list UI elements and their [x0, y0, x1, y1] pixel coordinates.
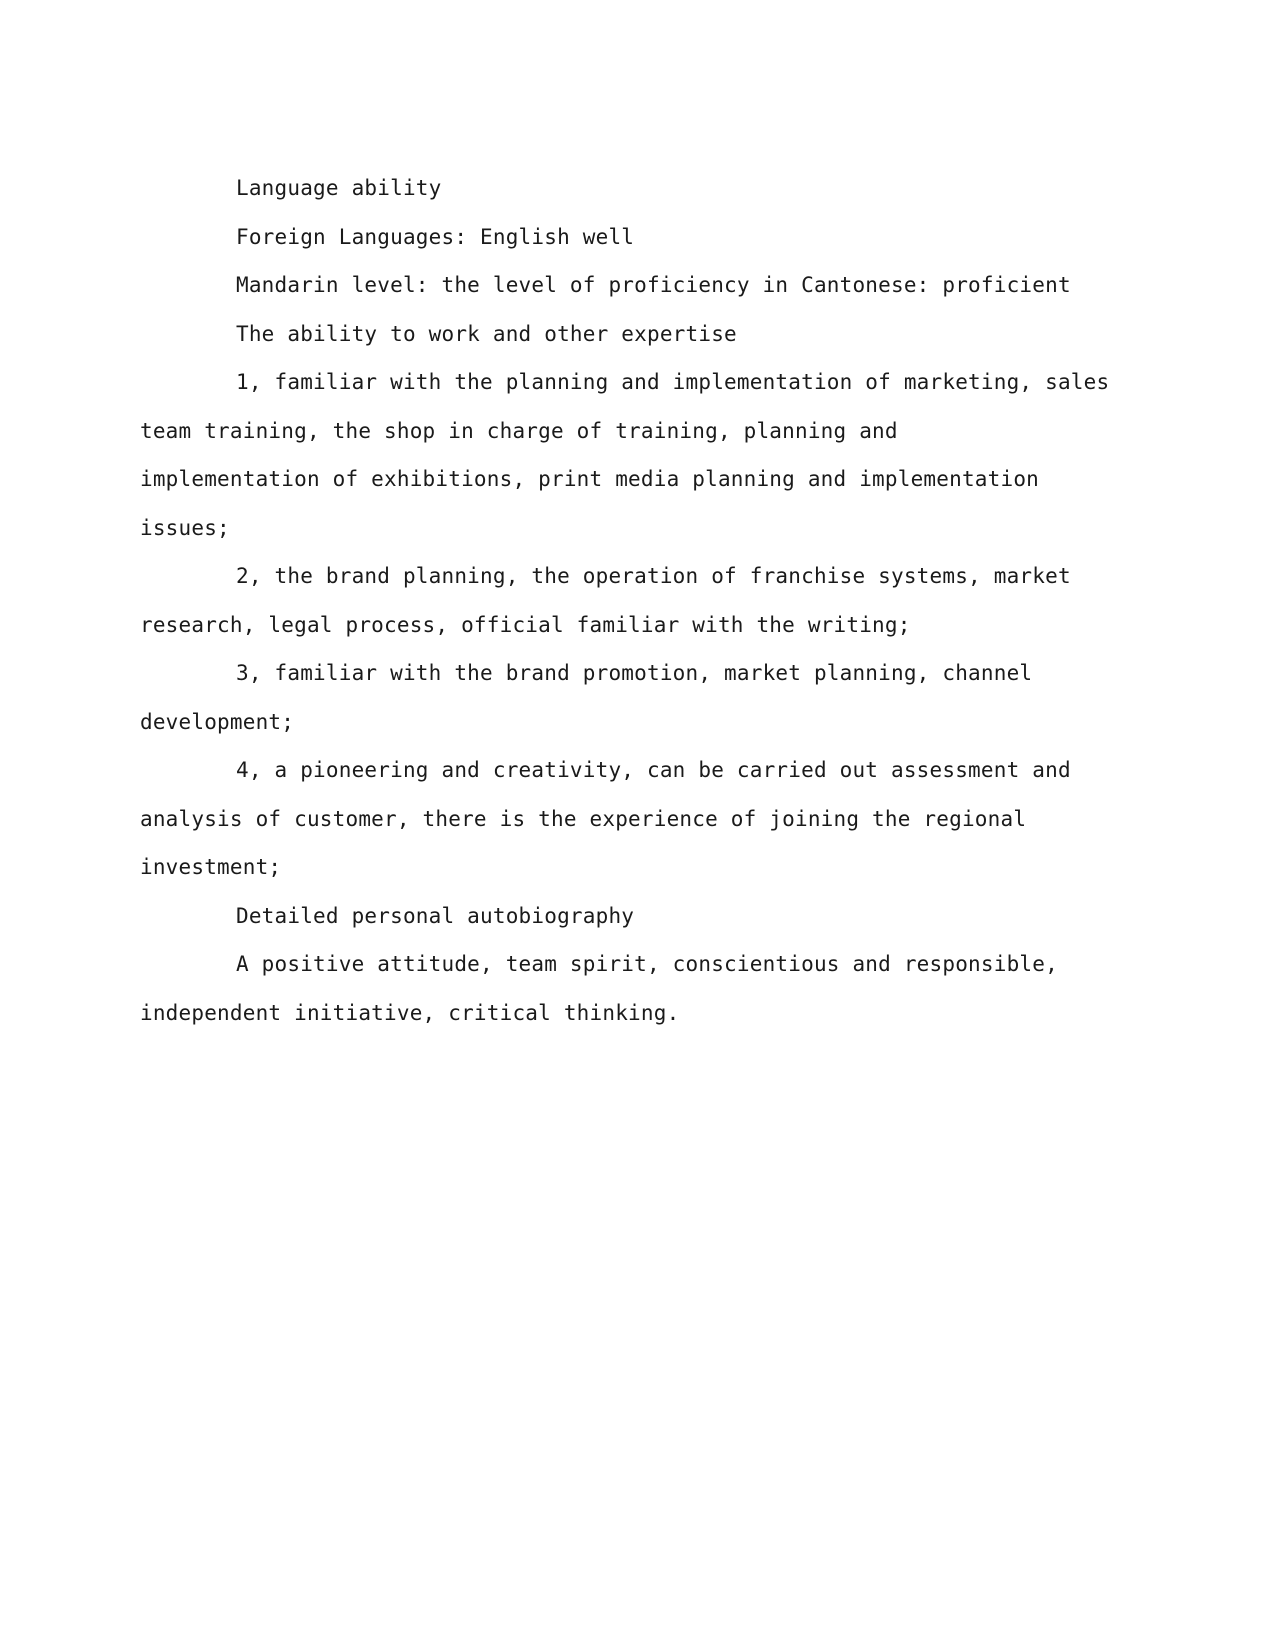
- text-line: issues;: [140, 515, 230, 540]
- foreign-languages-line: [188, 213, 1088, 262]
- expertise-item-1: [140, 358, 1110, 552]
- text-line: development;: [140, 709, 295, 734]
- text-line: 3, familiar with the brand promotion, market planning, channel: [236, 661, 1033, 685]
- text-line: 2, the brand planning, the operation of franchise systems, market: [236, 564, 1071, 588]
- text-line: Mandarin level: the level of proficiency in Cantonese: proficient: [236, 273, 1071, 297]
- heading-work-ability: [188, 310, 1088, 359]
- text-line: A positive attitude, team spirit, conscientious and responsible,: [236, 952, 1058, 976]
- document-body: [140, 164, 1110, 1037]
- text-line: analysis of customer, there is the experience of joining the regional: [140, 806, 1027, 831]
- text-line: team training, the shop in charge of training, planning and: [140, 418, 898, 443]
- text-line: Foreign Languages: English well: [236, 224, 635, 249]
- heading-autobiography: [188, 892, 1088, 941]
- text-line: independent initiative, critical thinking.: [140, 1000, 680, 1025]
- expertise-item-4: [140, 746, 1088, 892]
- autobiography-text: [140, 940, 1088, 1037]
- text-line: research, legal process, official familiar with the writing;: [140, 612, 911, 637]
- text-line: 4, a pioneering and creativity, can be carried out assessment and: [236, 758, 1071, 782]
- text-line: implementation of exhibitions, print media planning and implementation: [140, 467, 1040, 491]
- text-line: Language ability: [236, 176, 442, 200]
- text-line: The ability to work and other expertise: [236, 321, 737, 346]
- text-line: investment;: [140, 855, 282, 879]
- mandarin-level-line: [188, 261, 1088, 310]
- expertise-item-2: [140, 552, 1088, 649]
- heading-language-ability: [188, 164, 1088, 213]
- text-line: Detailed personal autobiography: [236, 903, 635, 928]
- text-line: 1, familiar with the planning and implementation of marketing, sales: [236, 370, 1110, 394]
- expertise-item-3: [140, 649, 1088, 746]
